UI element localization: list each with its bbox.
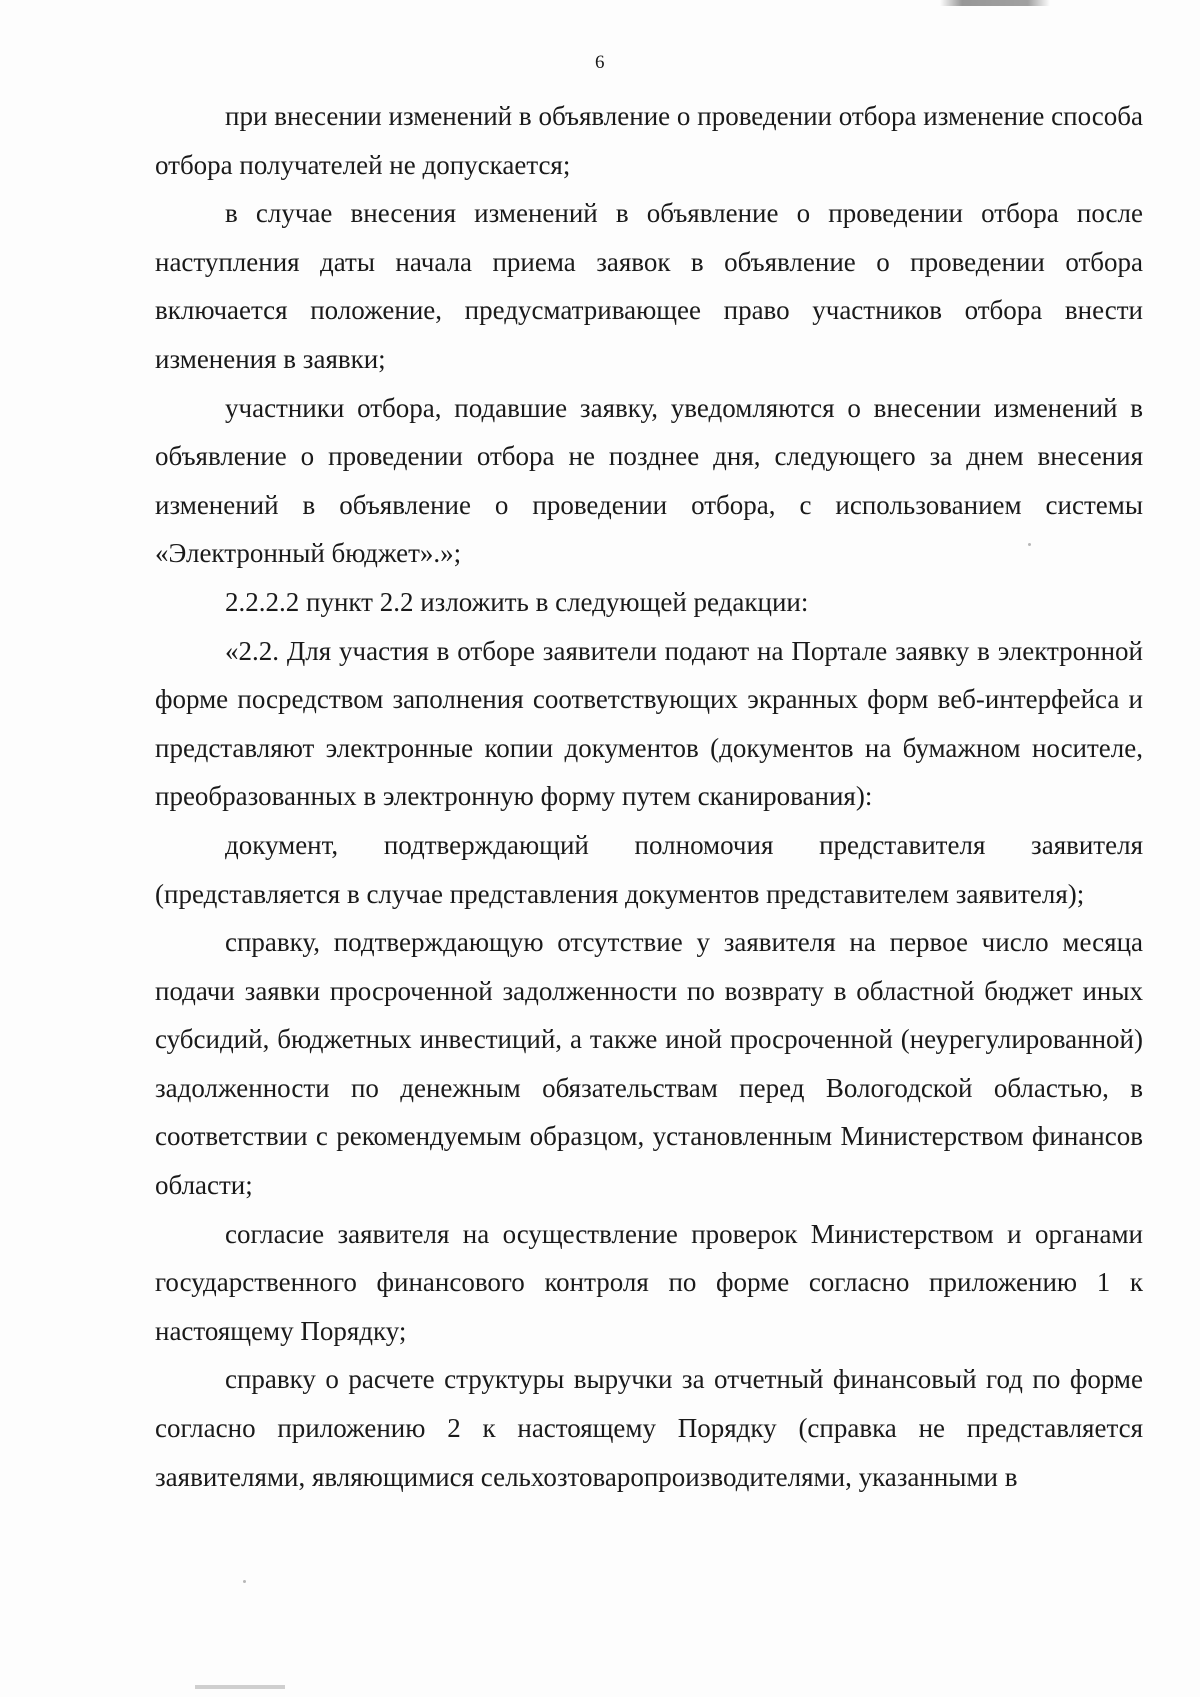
scan-speck — [1028, 543, 1031, 546]
paragraph-revenue-structure: справку о расчете структуры выручки за отчетный финансовый год по форме согласно приложению 2 к настоящему Порядку (справка не представляется заявителями, являющимися сельхозтоваропроизводителями, указанными в — [155, 1364, 1143, 1492]
document-body — [155, 92, 1143, 1501]
paragraph-consent-to-checks: согласие заявителя на осуществление проверок Министерством и органами государственного финансового контроля по форме согласно приложению 1 к настоящему Порядку; — [155, 1218, 1143, 1346]
scan-artifact — [940, 0, 1050, 6]
paragraph-changes-after-start: в случае внесения изменений в объявление о проведении отбора после наступления даты начала приема заявок в объявление о проведении отбора включается положение, предусматривающее право участников отбора внести изменения в заявки; — [155, 198, 1143, 374]
page-number: 6 — [595, 52, 605, 73]
paragraph-no-debt-certificate: справку, подтверждающую отсутствие у заявителя на первое число месяца подачи заявки просроченной задолженности по возврату в областной бюджет иных субсидий, бюджетных инвестиций, а также иной просроченной (неурегулированной) задолженности по денежным обязательствам перед Вологодской областью, в соответствии с рекомендуемым образцом, установленным Министерством финансов области; — [155, 927, 1143, 1201]
scan-artifact — [195, 1685, 285, 1689]
paragraph-selection-method: при внесении изменений в объявление о проведении отбора изменение способа отбора получателей не допускается; — [155, 101, 1143, 180]
paragraph-clause-2-2: «2.2. Для участия в отборе заявители подают на Портале заявку в электронной форме посредством заполнения соответствующих экранных форм веб-интерфейса и представляют электронные копии документов (документов на бумажном носителе, преобразованных в электронную форму путем сканирования): — [155, 635, 1143, 812]
scan-speck — [243, 1580, 246, 1583]
paragraph-authority-document: документ, подтверждающий полномочия представителя заявителя (представляется в случае представления документов представителем заявителя); — [155, 829, 1143, 909]
paragraph-participants-notified: участники отбора, подавшие заявку, уведомляются о внесении изменений в объявление о проведении отбора не позднее дня, следующего за днем внесения изменений в объявление о проведении отбора, с использованием системы «Электронный бюджет».»; — [155, 392, 1143, 569]
paragraph-clause-2-2-2-2: 2.2.2.2 пункт 2.2 изложить в следующей редакции: — [225, 586, 809, 617]
